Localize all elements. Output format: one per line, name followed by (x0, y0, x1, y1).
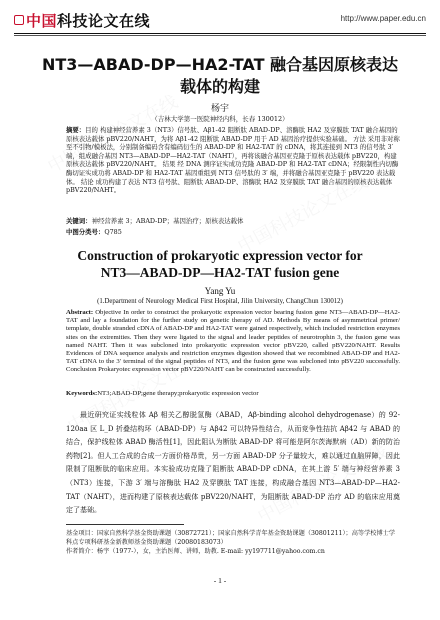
cn-keywords-text: 神经营养素 3；ABAD-DP；基因治疗；原核表达载体 (91, 217, 244, 225)
en-keywords (66, 390, 400, 398)
cn-keywords-label: 关键词： (66, 217, 92, 225)
en-title: Construction of prokaryotic expression vector for NT3—ABAD-DP—HA2-TAT fusion gene (77, 248, 363, 280)
cn-abstract-text: 目的 构建神经营养素 3（NT3）信号肽、Aβ1-42 阻断肽 ABAD-DP、溶酶肽 HA2 及穿膜肽 TAT 融合基因的原核表达载体 pBV220/NAHT，为将 Aβ1-42 阻断肽 ABAD-DP 用于 AD 基因治疗提供实验基础。 方法 采用非对称至不引物/模板法，分别制备编码含有编码衍生的 ABAD-DP 和 HA2-TAT 的 cDNA，将其连接到 NT3 的信号肽 3′ 端，组成融合基因 NT3—ABAD-DP—HA2-TAT（NAHT），再将该融合基因亚克隆于原核表达载体 pBV220，构建原核表达载体 pBV220/NAHT。 结果 经 DNA 测序证实成功克隆 ABAD-DP 和 HA2-TAT cDNA；经限制性内切酶酶切证实成功将 ABAD-DP 和 HA2-TAT 基因重组到 NT3 信号肽的 3′ 端，并将融合基因亚克隆于 pBV220 表达载体。 结论 成功构建了表达 NT3 信号肽、阻断肽 ABAD-DP、溶酶肽 HA2 及穿膜肽 TAT 融合基因的原核表达载体 pBV220/NAHT。 (66, 126, 400, 195)
site-logo[interactable]: 中国科技论文在线 (14, 10, 150, 31)
cn-clc-text: Q785 (104, 228, 122, 236)
cn-abstract-label: 摘要： (66, 126, 86, 134)
en-abstract (66, 309, 400, 375)
cn-clc-label: 中图分类号： (66, 228, 105, 236)
en-author: Yang Yu (204, 286, 236, 296)
cn-keywords (66, 217, 400, 226)
page-number: - 1 - (213, 576, 227, 585)
site-url-link[interactable]: http://www.paper.edu.cn (340, 14, 426, 23)
body-paragraph: 最近研究证实线粒体 Aβ 相关乙醇脱氢酶（ABAD，Aβ-binding alcohol dehydrogenase）的 92-120aa 区 L_D 折叠结构环（ABAD-DP）与 Aβ42 可以特异性结合，从而竞争性拮抗 Aβ42 与 ABAD 的结合，保护线粒体 ABAD 酶活性[1]，因此阻认为断肽 ABAD-DP 将可能是阿尔茨海默病（AD）新的防治药物[2]。但人工合成的合成一方面价格昂贵，另一方面 ABAD-DP 分子量较大，难以通过血脑屏障，因此限制了阻断肽的临床应用。本实验成功克隆了阻断肽 ABAD-DP cDNA，在其上游 5′ 端与神经营养素 3（NT3）连接，下游 3′ 端与溶酶肽 HA2 及穿膜肽 TAT 连接，构成融合基因 NT3—ABAD-DP—HA2-TAT（NAHT），进而构建了原核表达载体 pBV220/NAHT，为阻断肽 ABAD-DP 治疗 AD 的临床应用奠定了基础。 (66, 411, 400, 515)
en-affiliation: (1.Department of Neurology Medical First Hospital, Jilin University, ChangChun 130012) (97, 298, 343, 305)
en-abstract-label: Abstract: (66, 309, 94, 316)
cn-title: NT3—ABAD-DP—HA2-TAT 融合基因原核表达 载体的构建 (41, 55, 399, 96)
cn-author: 杨宇 (210, 104, 229, 114)
footnote-fund: 基金项目：国家自然科学基金资助课题（30872721）；国家自然科学青年基金资助课题（30801211）；高等学校博士学科点专项科研基金新教师基金资助课题（20080183073） (66, 530, 396, 547)
logo-mark-icon (14, 15, 24, 25)
en-keywords-text: NT3;ABAD-DP;gene therapy;prokaryotic expression vector (97, 390, 259, 397)
cn-abstract (66, 126, 400, 195)
header-divider-thin (14, 35, 426, 36)
en-abstract-text: Objective In order to construct the prokaryotic expression vector bearing fusion gene NT3—ABAD-DP—HA2-TAT and lay a foundation for the further study on genetic therapy of AD. Methods By means of asymmetrical primer/ template, double stranded cDNA of ABAD-DP and HA2-TAT were gained respectively, which included restriction enzymes sites on the extremities. Then they were ligated to the signal and leader peptides of neurotrophin 3, the fusion gene was named NAHT. Then it was subcloned into prokaryotic expression vector pBV220, called pBV220/NAHT. Results Evidences of DNA sequence analysis and restriction enzymes digestion showed that we recombined ABAD-DP and HA2-TAT cDNA to the 3′ terminal of the signal peptides of NT3, and the fusion gene was subcloned into pBV220 successfully. Conclusion Prokaryotec expression vector pBV220/NAHT can be constructed successfully. (66, 309, 400, 374)
footnote-author-intro: 作者简介：杨宇（1977-），女，主治医师、讲师，助教. E-mail: yy197711@yahoo.com.cn (66, 548, 325, 556)
header-divider (14, 33, 426, 34)
footnote (66, 529, 400, 557)
cn-clc (66, 228, 400, 237)
cn-affiliation: （吉林大学第一医院神经内科，长春 130012） (151, 115, 289, 123)
footnote-divider (66, 524, 184, 525)
en-keywords-label: Keywords: (66, 390, 98, 397)
